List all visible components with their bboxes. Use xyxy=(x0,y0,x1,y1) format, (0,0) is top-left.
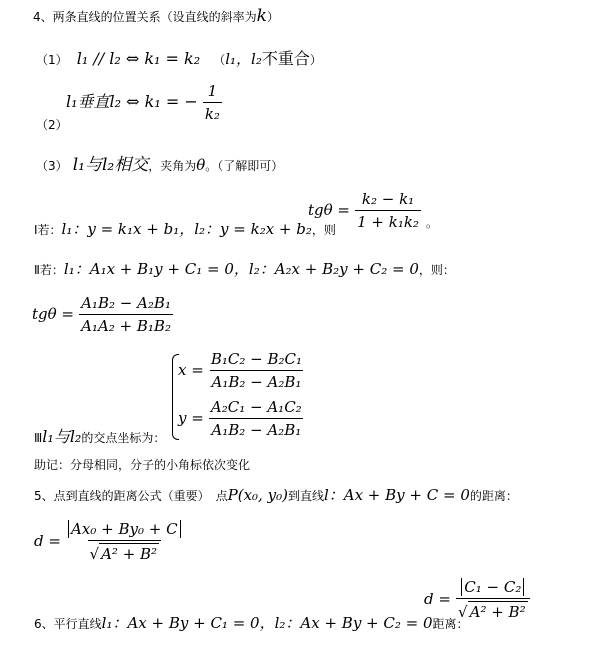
section-5-heading-text: 5、点到直线的距离公式（重要） 点 xyxy=(34,489,228,503)
system-x-fraction xyxy=(209,350,304,391)
mnemonic-note: 助记：分母相同，分子的小角标依次变化 xyxy=(34,458,251,472)
system-x-denominator: A₁B₂ − A₂B₁ xyxy=(210,370,304,391)
intersect-vars: l₁与l₂相交 xyxy=(72,155,149,175)
section-5-tail: 的距离： xyxy=(469,489,518,503)
angle-theta: θ xyxy=(196,156,206,174)
p1-note-text: 不重合 xyxy=(261,49,310,68)
case-1-then: ，则 xyxy=(311,223,336,237)
case-1-numerator: k₂ − k₁ xyxy=(361,190,415,208)
case-2-denominator: A₁A₂ + B₁B₂ xyxy=(79,314,173,335)
case-3-text: 的交点坐标为： xyxy=(81,431,166,445)
section-4-heading xyxy=(33,6,279,26)
distance-fraction: $\frac{\text{Ax₀ + By₀ + C}}{\text{√ A² + B²}}$ xyxy=(66,520,183,563)
intersect-end: 。（了解即可） xyxy=(205,159,284,173)
section-4-heading-text: 4、两条直线的位置关系（设直线的斜率为 xyxy=(33,10,257,24)
case-3-vars: l₁与l₂ xyxy=(42,427,82,446)
item-2-label: （2） xyxy=(36,118,68,132)
distance-denominator: A² + B² xyxy=(101,545,158,563)
case-3-prefix: Ⅲ xyxy=(34,431,43,445)
perpendicular-fraction xyxy=(203,82,222,123)
parallel-distance-fraction: $\frac{\text{C₁ − C₂}}{\text{√ A² + B²}}$ xyxy=(456,578,530,621)
system-y xyxy=(178,398,304,439)
case-1-prefix: Ⅰ若： xyxy=(34,223,62,237)
system-x xyxy=(178,350,304,391)
case-2-tangent xyxy=(32,294,173,335)
case-2-then: ，则： xyxy=(418,263,455,277)
distance-formula xyxy=(34,520,183,563)
case-2-fraction xyxy=(79,294,173,335)
case-1-denominator: 1 + k₁k₂ xyxy=(355,210,421,231)
case-2-tg-lhs: tgθ = xyxy=(32,305,74,323)
item-3-label: （3） xyxy=(36,159,68,173)
distance-lhs: d = xyxy=(34,532,61,550)
perpendicular-formula xyxy=(66,82,222,123)
system-x-lhs: x = xyxy=(178,361,204,379)
case-1-tg-lhs: tgθ = xyxy=(308,201,350,219)
p1-note-vars: l₁，l₂ xyxy=(225,50,262,68)
parallel-distance-lhs: d = xyxy=(424,590,451,608)
case-3 xyxy=(34,424,165,447)
p1-note-close: ） xyxy=(309,53,322,67)
system-y-fraction xyxy=(209,398,304,439)
item-3 xyxy=(36,150,283,175)
parallel-distance-formula xyxy=(424,578,530,621)
case-2-numerator: A₁B₂ − A₂B₁ xyxy=(81,294,171,312)
case-2 xyxy=(34,258,455,279)
distance-numerator: Ax₀ + By₀ + C xyxy=(68,520,181,538)
case-2-prefix: Ⅱ若： xyxy=(34,263,64,277)
parallel-lines-equations: l₁：Ax + By + C₁ = 0，l₂：Ax + By + C₂ = 0 xyxy=(101,614,433,632)
case-1-equations: l₁：y = k₁x + b₁，l₂：y = k₂x + b₂ xyxy=(61,220,312,238)
section-6 xyxy=(34,612,469,633)
case-1 xyxy=(34,218,336,239)
case-2-equations: l₁：A₁x + B₁y + C₁ = 0，l₂：A₂x + B₂y + C₂ = 0 xyxy=(63,260,419,278)
case-1-fraction xyxy=(355,190,421,231)
perpendicular-denominator: k₂ xyxy=(203,102,222,123)
section-6-heading: 6、平行直线 xyxy=(34,617,102,631)
system-y-numerator: A₂C₁ − A₁C₂ xyxy=(210,398,302,416)
section-5-to-line: 到直线 xyxy=(287,489,324,503)
perpendicular-lhs: l₁垂直l₂ ⇔ k₁ = − xyxy=(66,92,198,111)
p1-note-open: （ xyxy=(213,53,226,67)
item-1 xyxy=(36,46,322,69)
item-1-label: （1） xyxy=(36,53,68,67)
system-y-lhs: y = xyxy=(178,409,204,427)
parallel-distance-numerator: C₁ − C₂ xyxy=(461,578,524,596)
section-5-heading xyxy=(34,484,518,505)
point-p: P(x₀, y₀) xyxy=(227,486,288,504)
parallel-formula: l₁ // l₂ ⇔ k₁ = k₂ xyxy=(76,49,201,68)
section-4-heading-end: ） xyxy=(266,10,279,24)
case-1-end: 。 xyxy=(426,216,439,230)
intersect-text: ，夹角为 xyxy=(148,159,197,173)
system-y-denominator: A₁B₂ − A₂B₁ xyxy=(209,418,303,439)
case-1-tangent xyxy=(308,190,438,231)
system-x-numerator: B₁C₂ − B₂C₁ xyxy=(210,350,303,368)
perpendicular-numerator: 1 xyxy=(207,82,218,100)
slope-variable: k xyxy=(256,6,267,26)
parallel-distance-denominator: A² + B² xyxy=(469,603,526,621)
section-6-tail: 距离： xyxy=(432,617,469,631)
line-equation: l：Ax + By + C = 0 xyxy=(323,486,470,504)
